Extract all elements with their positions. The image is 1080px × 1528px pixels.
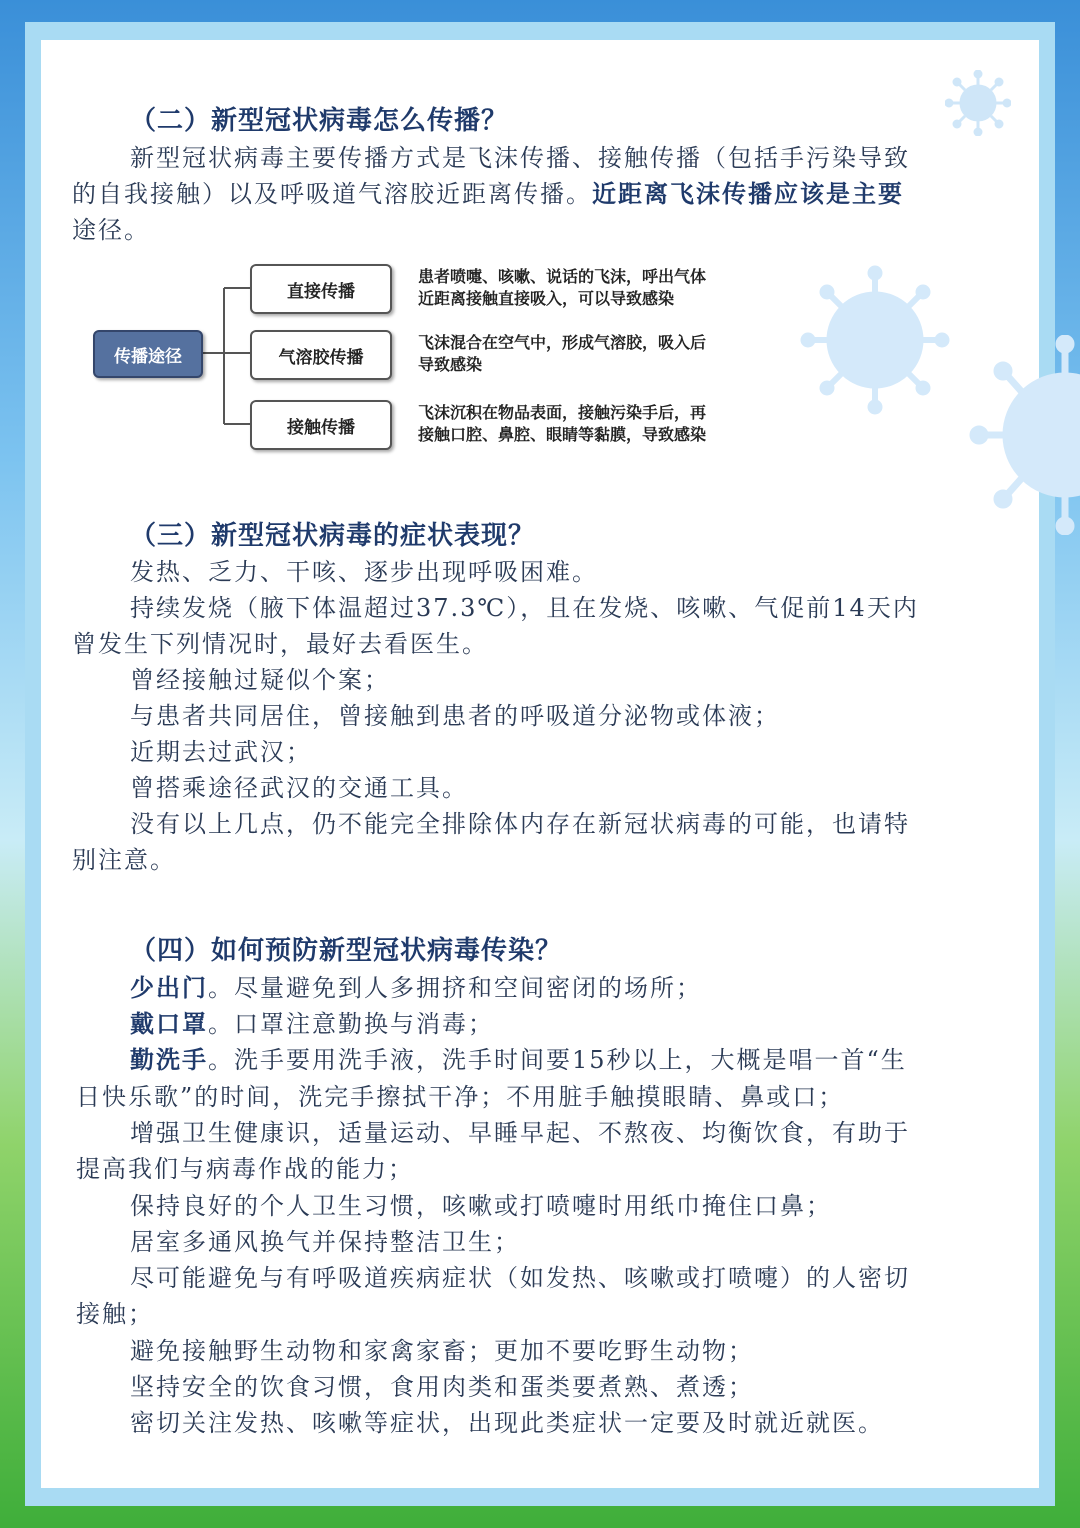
diagram-branch-box: 接触传播 — [250, 400, 392, 450]
diagram-description — [418, 266, 706, 310]
paragraph-line: 增强卫生健康识，适量运动、早睡早起、不熬夜、均衡饮食，有助于 — [130, 1119, 910, 1147]
diagram-root-box: 传播途径 — [93, 330, 203, 378]
section-2-title: （二）新型冠状病毒怎么传播？ — [130, 106, 509, 136]
emphasis-text: 戴口罩 — [130, 1009, 208, 1038]
diagram-branch-box: 直接传播 — [250, 264, 392, 314]
paragraph-line — [130, 970, 702, 1006]
paragraph-line: 避免接触野生动物和家禽家畜；更加不要吃野生动物； — [130, 1337, 754, 1365]
description-line: 近距离接触直接吸入，可以导致感染 — [418, 289, 675, 308]
paragraph-text: 。洗手要用洗手液，洗手时间要15秒以上，大概是唱一首“生 — [208, 1046, 907, 1074]
paragraph-line: 发热、乏力、干咳、逐步出现呼吸困难。 — [130, 558, 598, 586]
paragraph-line: 居室多通风换气并保持整洁卫生； — [130, 1228, 520, 1256]
emphasis-text: 少出门 — [130, 973, 208, 1002]
paragraph-line: 没有以上几点，仍不能完全排除体内存在新冠状病毒的可能，也请特 — [130, 810, 910, 838]
paragraph-line — [130, 1042, 907, 1078]
paragraph-line: 近期去过武汉； — [130, 738, 312, 766]
paragraph-line: 曾搭乘途径武汉的交通工具。 — [130, 774, 468, 802]
description-line: 飞沫混合在空气中，形成气溶胶，吸入后 — [418, 333, 707, 352]
diagram-branch-box: 气溶胶传播 — [250, 330, 392, 380]
diagram-description — [418, 402, 706, 446]
paragraph-line: 曾发生下列情况时，最好去看医生。 — [72, 630, 488, 658]
emphasis-text: 近距离飞沫传播应该是主要 — [592, 179, 904, 208]
paragraph-text: 。尽量避免到人多拥挤和空间密闭的场所； — [208, 974, 702, 1002]
description-line: 飞沫沉积在物品表面，接触污染手后，再 — [418, 403, 707, 422]
diagram-description — [418, 332, 706, 376]
section-3-title: （三）新型冠状病毒的症状表现？ — [130, 521, 536, 551]
description-line: 接触口腔、鼻腔、眼睛等黏膜，导致感染 — [418, 425, 707, 444]
paragraph-line: 尽可能避免与有呼吸道疾病症状（如发热、咳嗽或打喷嚏）的人密切 — [130, 1264, 910, 1292]
paragraph-text: 的自我接触）以及呼吸道气溶胶近距离传播。 — [72, 180, 592, 208]
paragraph-line: 途径。 — [72, 216, 150, 244]
section-4-title: （四）如何预防新型冠状病毒传染？ — [130, 936, 563, 966]
paragraph-line: 曾经接触过疑似个案； — [130, 666, 390, 694]
paragraph-line: 提高我们与病毒作战的能力； — [76, 1155, 414, 1183]
paragraph-line: 接触； — [76, 1300, 154, 1328]
description-line: 患者喷嚏、咳嗽、说话的飞沫，呼出气体 — [418, 267, 707, 286]
paragraph-line: 保持良好的个人卫生习惯，咳嗽或打喷嚏时用纸巾掩住口鼻； — [130, 1192, 832, 1220]
paragraph-line: 与患者共同居住，曾接触到患者的呼吸道分泌物或体液； — [130, 702, 780, 730]
paragraph-line: 密切关注发热、咳嗽等症状，出现此类症状一定要及时就近就医。 — [130, 1409, 884, 1437]
paragraph-line: 别注意。 — [72, 846, 176, 874]
paragraph-line: 新型冠状病毒主要传播方式是飞沫传播、接触传播（包括手污染导致 — [130, 144, 910, 172]
emphasis-text: 勤洗手 — [130, 1045, 208, 1074]
paragraph-line: 坚持安全的饮食习惯，食用肉类和蛋类要煮熟、煮透； — [130, 1373, 754, 1401]
paragraph-line: 日快乐歌”的时间，洗完手擦拭干净；不用脏手触摸眼睛、鼻或口； — [76, 1083, 845, 1111]
description-line: 导致感染 — [418, 355, 483, 374]
paragraph-line: 持续发烧（腋下体温超过37.3℃），且在发烧、咳嗽、气促前14天内 — [130, 594, 919, 622]
paragraph-line — [130, 1006, 494, 1042]
paragraph-text: 。口罩注意勤换与消毒； — [208, 1010, 494, 1038]
